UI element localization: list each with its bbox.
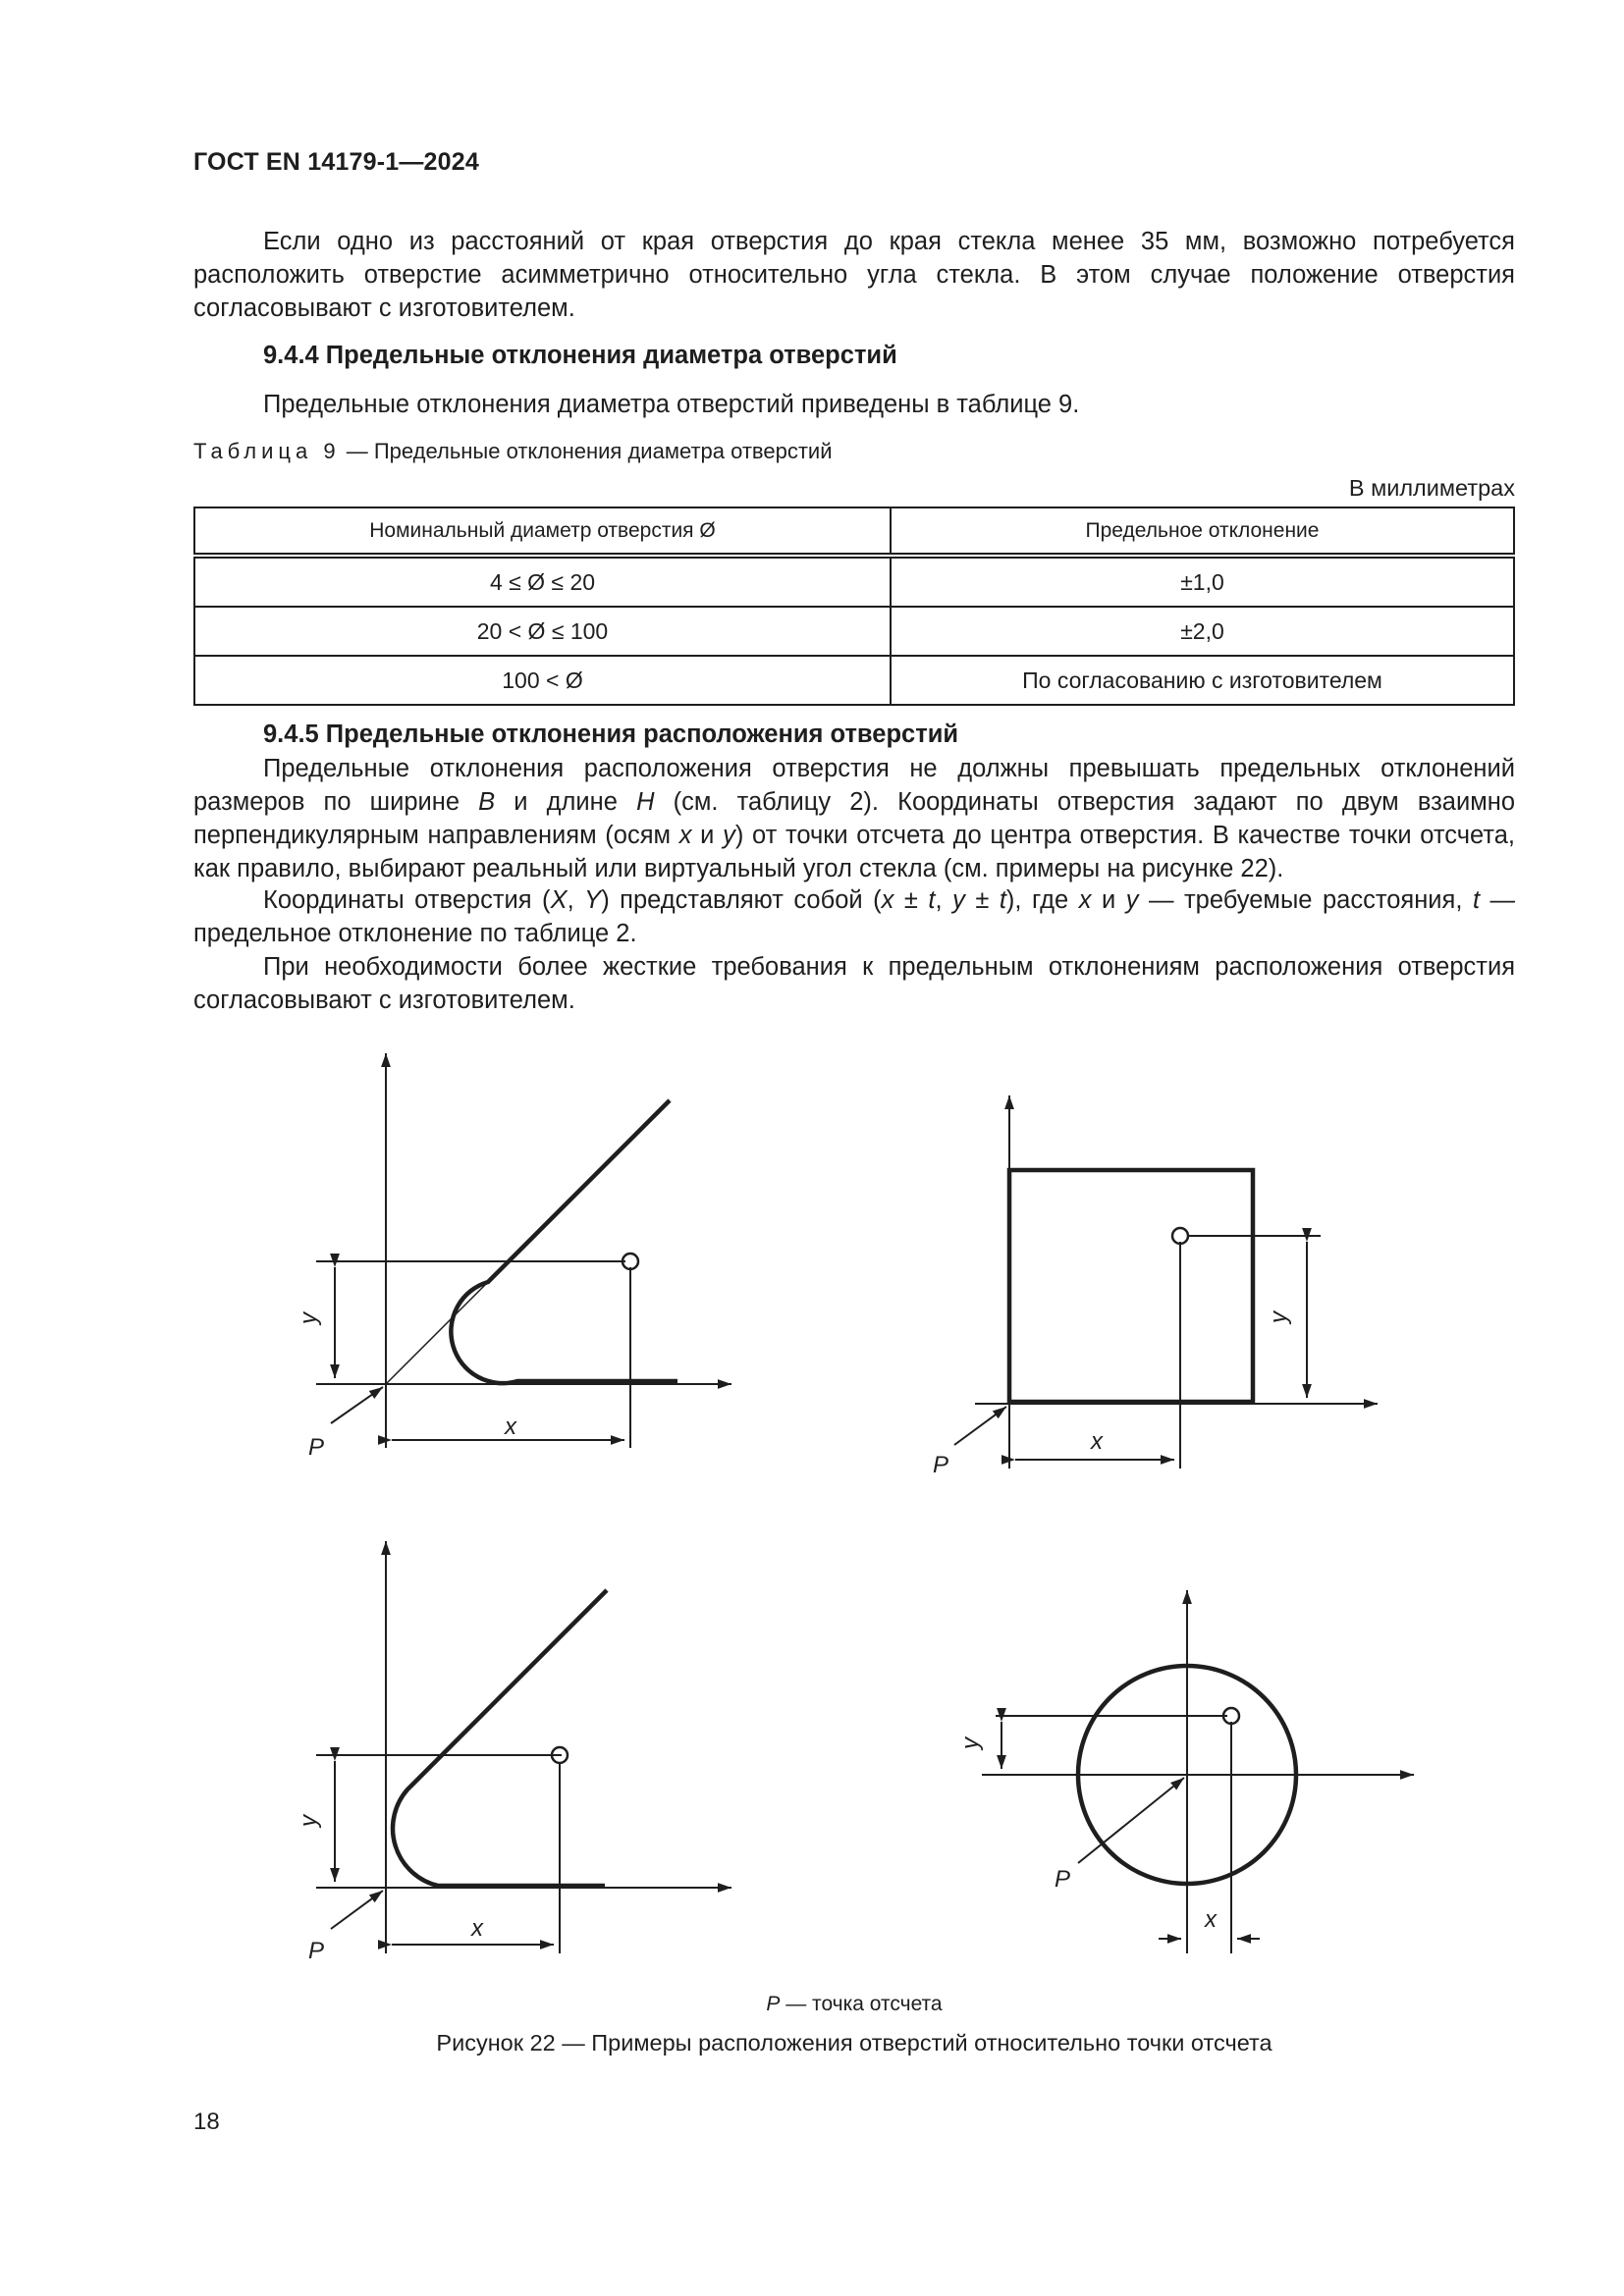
example-3-diagram [296, 1541, 731, 1964]
table-header-deviation: Предельное отклонение [891, 507, 1514, 556]
label-x: x [1205, 1906, 1217, 1933]
table-cell-diameter: 20 < Ø ≤ 100 [194, 607, 891, 656]
label-P: P [932, 1452, 949, 1478]
label-P: P [1054, 1866, 1071, 1893]
label-y: y [296, 1312, 322, 1324]
figure-legend: P — точка отсчета [766, 1993, 943, 2015]
label-y: y [1266, 1311, 1292, 1323]
label-x: x [1091, 1428, 1103, 1455]
table-header-diameter: Номинальный диаметр отверстия Ø [194, 507, 891, 556]
label-P: P [307, 1434, 325, 1461]
section-9-4-4-heading: 9.4.4 Предельные отклонения диаметра отверстий [263, 342, 897, 369]
table-cell-deviation: По согласованию с изготовителем [891, 656, 1514, 705]
section-9-4-5-paragraph-1: Предельные отклонения расположения отверстия не должны превышать предельных отклонений размеров по ширине B и длине H (см. таблицу 2). Координаты отверстия задают по двум взаимно перпендикулярным направлениям (осям x и y) от точки отсчета до центра отверстия. В качестве точки отсчета, как правило, выбирают реальный или виртуальный угол стекла (см. примеры на рисунке 22). [193, 755, 1516, 882]
label-x: x [505, 1414, 516, 1440]
example-1-diagram [296, 1053, 731, 1461]
label-y: y [957, 1737, 984, 1749]
section-9-4-4-text: Предельные отклонения диаметра отверстий приведены в таблице 9. [263, 391, 1080, 418]
document-header: ГОСТ EN 14179-1—2024 [193, 148, 479, 176]
table-cell-deviation: ±1,0 [891, 556, 1514, 607]
figure-caption: Рисунок 22 — Примеры расположения отверстий относительно точки отсчета [436, 2030, 1272, 2056]
label-P: P [307, 1938, 325, 1964]
section-9-4-5-paragraph-3: При необходимости более жесткие требования к предельным отклонениям расположения отверстия согласовывают с изготовителем. [193, 953, 1515, 1014]
example-4-diagram [957, 1590, 1414, 1953]
table-units: В миллиметрах [1348, 475, 1515, 501]
table-caption-label: Таблица 9 [193, 439, 341, 463]
example-2-diagram [933, 1095, 1378, 1478]
table-cell-diameter: 100 < Ø [194, 656, 891, 705]
table-cell-diameter: 4 ≤ Ø ≤ 20 [194, 556, 891, 607]
label-x: x [471, 1915, 483, 1942]
intro-paragraph: Если одно из расстояний от края отверстия до края стекла менее 35 мм, возможно потребуется расположить отверстие асимметрично относительно угла стекла. В этом случае положение отверстия согласовывают с изготовителем. [193, 228, 1515, 322]
hole-circle [1172, 1228, 1188, 1244]
section-9-4-5-heading: 9.4.5 Предельные отклонения расположения отверстий [263, 721, 959, 748]
table-cell-deviation: ±2,0 [891, 607, 1514, 656]
page-number: 18 [193, 2109, 220, 2135]
label-y: y [296, 1815, 322, 1827]
section-9-4-5-paragraph-2: Координаты отверстия (X, Y) представляют собой (x ± t, y ± t), где x и y — требуемые расстояния, t — предельное отклонение по таблице 2. [193, 886, 1516, 947]
table-caption-text: — Предельные отклонения диаметра отверстий [340, 439, 833, 463]
